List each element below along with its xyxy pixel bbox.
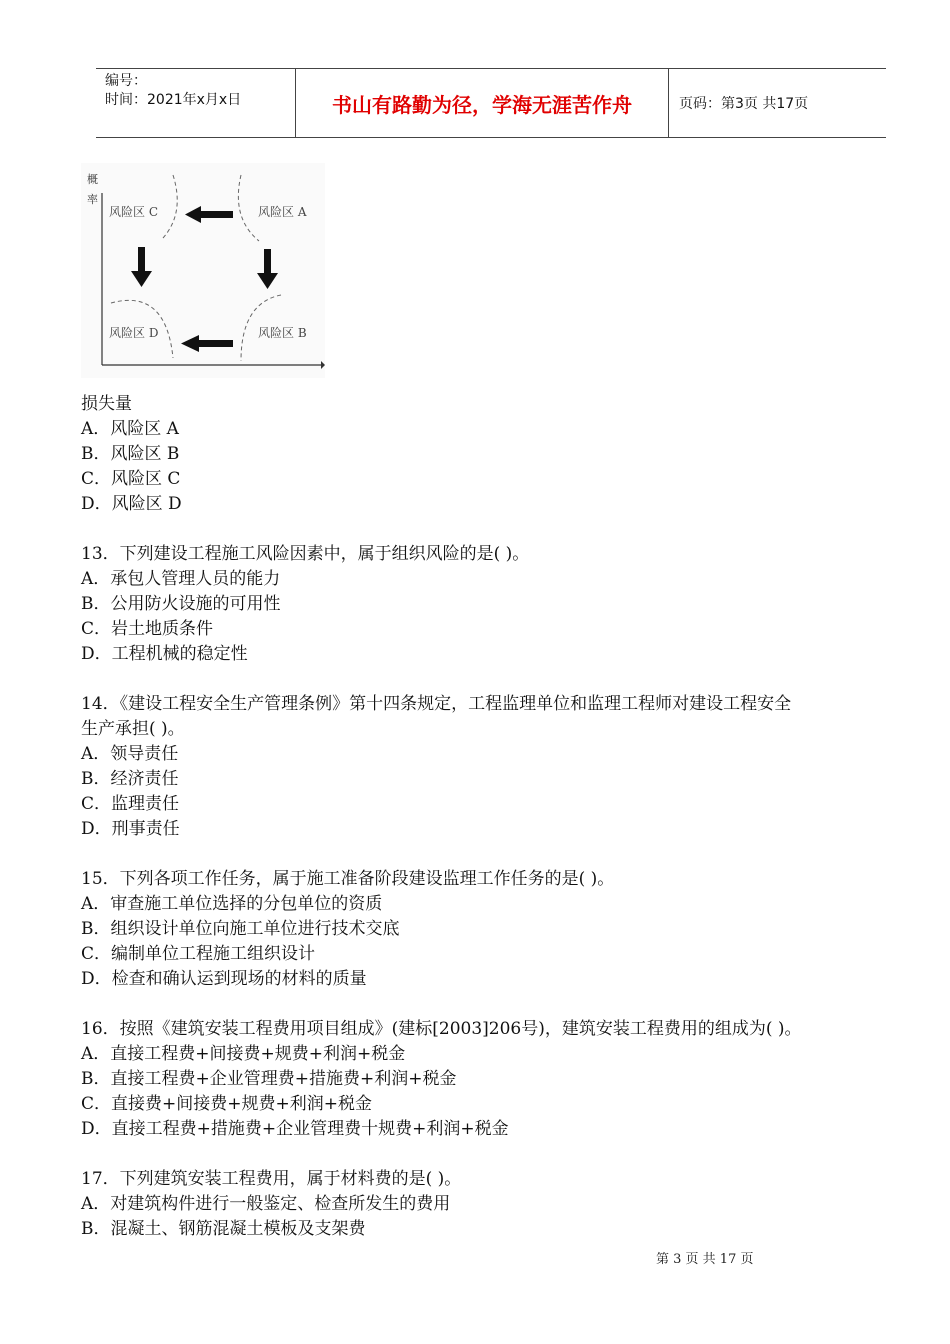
risk-zone-figure bbox=[81, 163, 325, 378]
risk-zone-diagram bbox=[81, 163, 325, 378]
q16-stem: 16．按照《建筑安装工程费用项目组成》(建标[2003]206号)，建筑安装工程费用的组成为( )。 bbox=[81, 1019, 802, 1039]
q15-option-c: C．编制单位工程施工组织设计 bbox=[81, 944, 316, 964]
number-label: 编号： bbox=[105, 73, 147, 89]
q13-option-b: B．公用防火设施的可用性 bbox=[81, 594, 281, 614]
q13-stem: 13．下列建设工程施工风险因素中，属于组织风险的是( )。 bbox=[81, 544, 530, 564]
time-label: 时间：2021年x月x日 bbox=[105, 92, 242, 108]
q14-option-d: D．刑事责任 bbox=[81, 819, 180, 839]
q13-option-c: C．岩土地质条件 bbox=[81, 619, 214, 639]
q15-option-b: B．组织设计单位向施工单位进行技术交底 bbox=[81, 919, 400, 939]
zone-d-label: 风险区 D bbox=[109, 326, 159, 340]
q17-stem: 17．下列建筑安装工程费用，属于材料费的是( )。 bbox=[81, 1169, 462, 1189]
zone-b-label: 风险区 B bbox=[258, 326, 307, 340]
y-axis-label-1: 概 bbox=[87, 173, 98, 186]
q13-option-a: A．承包人管理人员的能力 bbox=[81, 569, 281, 589]
q14-option-a: A．领导责任 bbox=[81, 744, 179, 764]
q15-stem: 15．下列各项工作任务，属于施工准备阶段建设监理工作任务的是( )。 bbox=[81, 869, 615, 889]
q12-option-b: B．风险区 B bbox=[81, 444, 180, 464]
q14-option-b: B．经济责任 bbox=[81, 769, 179, 789]
page-footer: 第 3 页 共 17 页 bbox=[656, 1252, 754, 1267]
q14-option-c: C．监理责任 bbox=[81, 794, 180, 814]
q15-option-d: D．检查和确认运到现场的材料的质量 bbox=[81, 969, 367, 989]
header-motto: 书山有路勤为径，学海无涯苦作舟 bbox=[296, 69, 669, 137]
y-axis-label-2: 率 bbox=[87, 193, 98, 206]
q15-option-a: A．审查施工单位选择的分包单位的资质 bbox=[81, 894, 383, 914]
q12-option-a: A．风险区 A bbox=[81, 419, 179, 439]
header-page-info: 页码：第3页 共17页 bbox=[679, 96, 809, 112]
q16-option-d: D．直接工程费+措施费+企业管理费十规费+利润+税金 bbox=[81, 1119, 509, 1139]
q17-option-a: A．对建筑构件进行一般鉴定、检查所发生的费用 bbox=[81, 1194, 451, 1214]
figure-caption: 损失量 bbox=[81, 394, 132, 414]
q14-stem-line-2: 生产承担( )。 bbox=[81, 719, 185, 739]
q16-option-b: B．直接工程费+企业管理费+措施费+利润+税金 bbox=[81, 1069, 457, 1089]
q13-option-d: D．工程机械的稳定性 bbox=[81, 644, 248, 664]
question-content bbox=[81, 392, 911, 1242]
q16-option-c: C．直接费+间接费+规费+利润+税金 bbox=[81, 1094, 372, 1114]
zone-a-label: 风险区 A bbox=[258, 205, 307, 219]
q14-stem-line-1: 14．《建设工程安全生产管理条例》第十四条规定，工程监理单位和监理工程师对建设工程安全 bbox=[81, 694, 792, 714]
q16-option-a: A．直接工程费+间接费+规费+利润+税金 bbox=[81, 1044, 406, 1064]
zone-c-label: 风险区 C bbox=[109, 205, 158, 219]
q17-option-b: B．混凝土、钢筋混凝土模板及支架费 bbox=[81, 1219, 366, 1239]
page-header bbox=[96, 68, 886, 138]
q12-option-c: C．风险区 C bbox=[81, 469, 181, 489]
q12-option-d: D．风险区 D bbox=[81, 494, 182, 514]
header-left-cell bbox=[96, 69, 296, 137]
